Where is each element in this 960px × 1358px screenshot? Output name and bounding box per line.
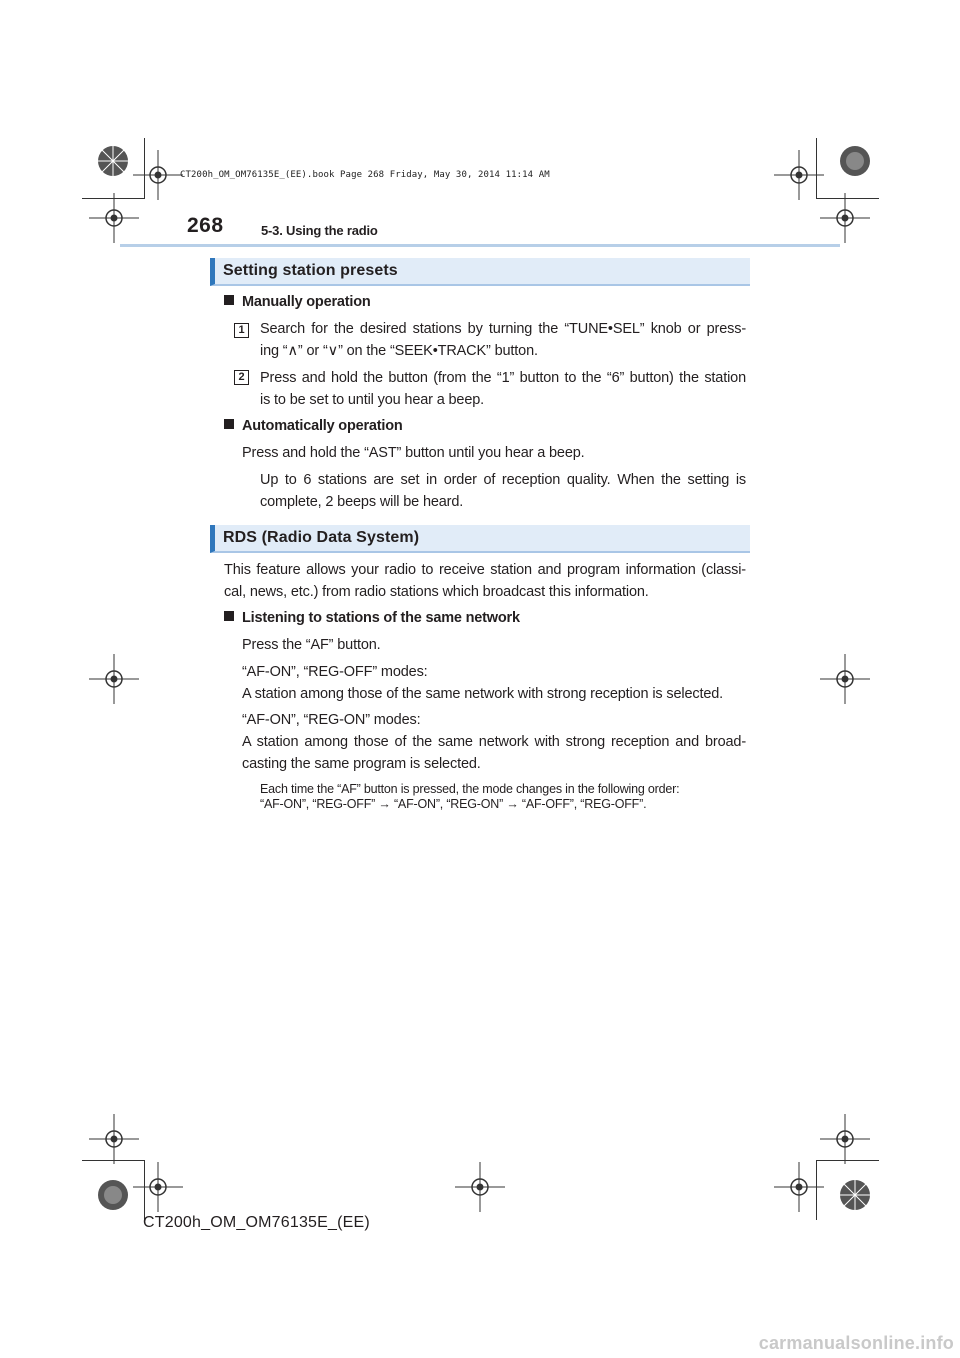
crosshair-icon	[774, 1162, 824, 1212]
note-text: Each time the “AF” button is pressed, the mode changes in the following order: “AF-ON”, “REG-OFF” → “AF-ON”, “REG-ON” → “AF-OFF”, “REG-OFF”.	[260, 782, 680, 811]
crosshair-icon	[89, 654, 139, 704]
bullet-square-icon	[224, 611, 234, 621]
crosshair-icon	[89, 193, 139, 243]
crosshair-icon	[820, 193, 870, 243]
subheading-auto: Automatically operation	[224, 418, 403, 434]
crosshair-icon	[774, 150, 824, 200]
registration-mark-icon	[830, 136, 880, 186]
section-heading: 5-3. Using the radio	[261, 223, 378, 238]
subheading-network: Listening to stations of the same network	[224, 610, 520, 626]
bullet-square-icon	[224, 295, 234, 305]
step-number-badge: 1	[234, 323, 249, 338]
registration-mark-icon	[88, 136, 138, 186]
watermark: carmanualsonline.info	[758, 1333, 954, 1353]
body-text: Press and hold the “AST” button until you hear a beep.	[242, 445, 585, 461]
body-text: Press the “AF” button.	[242, 637, 381, 653]
step-number-badge: 2	[234, 370, 249, 385]
registration-mark-icon	[88, 1170, 138, 1220]
mode-description: “AF-ON”, “REG-OFF” modes: A station among those of the same network with strong reception is selected.	[242, 664, 724, 702]
section-title-bar	[210, 258, 750, 286]
section-title: RDS (Radio Data System)	[223, 529, 420, 546]
page-number: 268	[187, 214, 224, 237]
registration-mark-icon	[830, 1170, 880, 1220]
subheading-manual: Manually operation	[224, 294, 371, 310]
body-text: Up to 6 stations are set in order of reception quality. When the setting is complete, 2 beeps will be heard.	[260, 472, 746, 510]
crosshair-icon	[133, 1162, 183, 1212]
mode-description: “AF-ON”, “REG-ON” modes: A station among those of the same network with strong reception and broad- casting the same program is selected.	[242, 712, 746, 772]
crosshair-icon	[133, 150, 183, 200]
section-title: Setting station presets	[223, 262, 398, 279]
step-text: Press and hold the button (from the “1” button to the “6” button) the station is to be set to until you hear a beep.	[260, 370, 746, 408]
section-title-bar	[210, 525, 750, 553]
body-text: This feature allows your radio to receive station and program information (classi- cal, news, etc.) from radio stations which broadcast this information.	[224, 562, 746, 600]
bullet-square-icon	[224, 419, 234, 429]
footer-code: CT200h_OM_OM76135E_(EE)	[143, 1214, 370, 1231]
step-text: Search for the desired stations by turning the “TUNE•SEL” knob or press- ing “∧” or “∨” on the “SEEK•TRACK” button.	[260, 321, 746, 359]
crosshair-icon	[89, 1114, 139, 1164]
file-stamp: CT200h_OM_OM76135E_(EE).book Page 268 Friday, May 30, 2014 11:14 AM	[180, 170, 550, 180]
crosshair-icon	[455, 1162, 505, 1212]
crosshair-icon	[820, 1114, 870, 1164]
crosshair-icon	[820, 654, 870, 704]
header-rule	[120, 244, 840, 247]
